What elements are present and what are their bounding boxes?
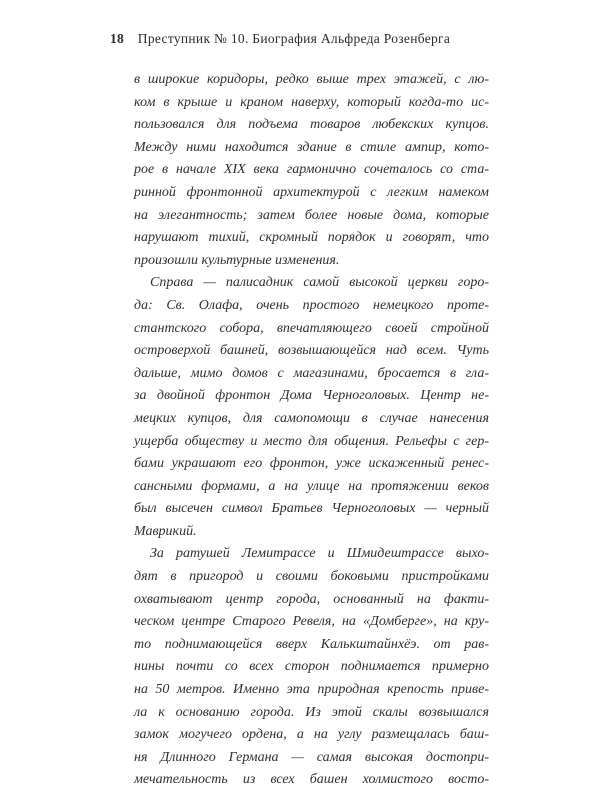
- page-number: 18: [110, 31, 125, 46]
- text-line: сансными формами, а на улице на протяжении веков: [134, 478, 489, 494]
- text-line: дальше, мимо домов с магазинами, бросается в гла-: [134, 365, 489, 381]
- text-line: За ратушей Лемитрассе и Шмидештрассе выхо-: [150, 546, 489, 562]
- text-line: замок могучего ордена, а на углу размещалась баш-: [134, 727, 489, 743]
- running-title: Преступник № 10. Биография Альфреда Розенберга: [137, 31, 451, 46]
- text-line: Справа — палисадник самой высокой церкви горо-: [150, 275, 489, 291]
- text-line: на элегантность; затем более новые дома, которые: [134, 207, 489, 223]
- text-line: ческом центре Старого Ревеля, на «Домберге», на кру-: [134, 614, 489, 630]
- text-line: ринной фронтонной архитектурой с легким намеком: [134, 184, 489, 200]
- text-line: нарушают тихий, скромный порядок и говорят, что: [134, 230, 489, 246]
- text-line: ня Длинного Германа — самая высокая достопри-: [134, 749, 489, 765]
- text-line: Маврикий.: [134, 523, 197, 539]
- text-line: в широкие коридоры, редко выше трех этажей, с лю-: [134, 72, 489, 87]
- text-line: произошли культурные изменения.: [134, 252, 340, 268]
- text-line: бами украшают его фронтон, уже искаженный ренес-: [134, 456, 489, 472]
- text-line: да: Св. Олафа, очень простого немецкого проте-: [134, 297, 489, 313]
- text-line: Между ними находится здание в стиле ампир, кото-: [134, 139, 489, 155]
- text-line: ла к основанию города. Из этой скалы возвышался: [134, 704, 489, 720]
- running-header: [110, 31, 450, 47]
- text-line: на 50 метров. Именно эта природная крепость приве-: [134, 682, 489, 698]
- text-line: ком в крыше и краном наверху, который когда-то ис-: [134, 94, 489, 110]
- text-line: то поднимающейся вверх Калькштайнхёэ. от рав-: [134, 636, 489, 652]
- text-line: мецких купцов, для самопомощи в случае нанесения: [134, 410, 489, 426]
- text-line: стантского собора, впечатляющего своей стройной: [134, 320, 489, 336]
- text-line: нины почти со всех сторон поднимается примерно: [134, 659, 489, 675]
- text-line: ущерба обществу и место для общения. Рельефы с гер-: [134, 433, 489, 449]
- text-line: за двойной фронтон Дома Черноголовых. Центр не-: [134, 388, 489, 404]
- text-line: был высечен символ Братьев Черноголовых — черный: [134, 501, 489, 517]
- text-line: охватывают центр города, основанный на факти-: [134, 591, 489, 607]
- text-line: островерхой башней, возвышающейся над всем. Чуть: [134, 343, 489, 359]
- text-line: мечательность из всех башен холмистого восто-: [134, 772, 489, 788]
- text-line: рое в начале XIX века гармонично сочеталось со ста-: [134, 162, 489, 178]
- body-text: [134, 69, 489, 792]
- text-line: дят в пригород и своими боковыми пристройками: [134, 569, 489, 585]
- text-line: пользовался для подъема товаров любекских купцов.: [134, 117, 489, 133]
